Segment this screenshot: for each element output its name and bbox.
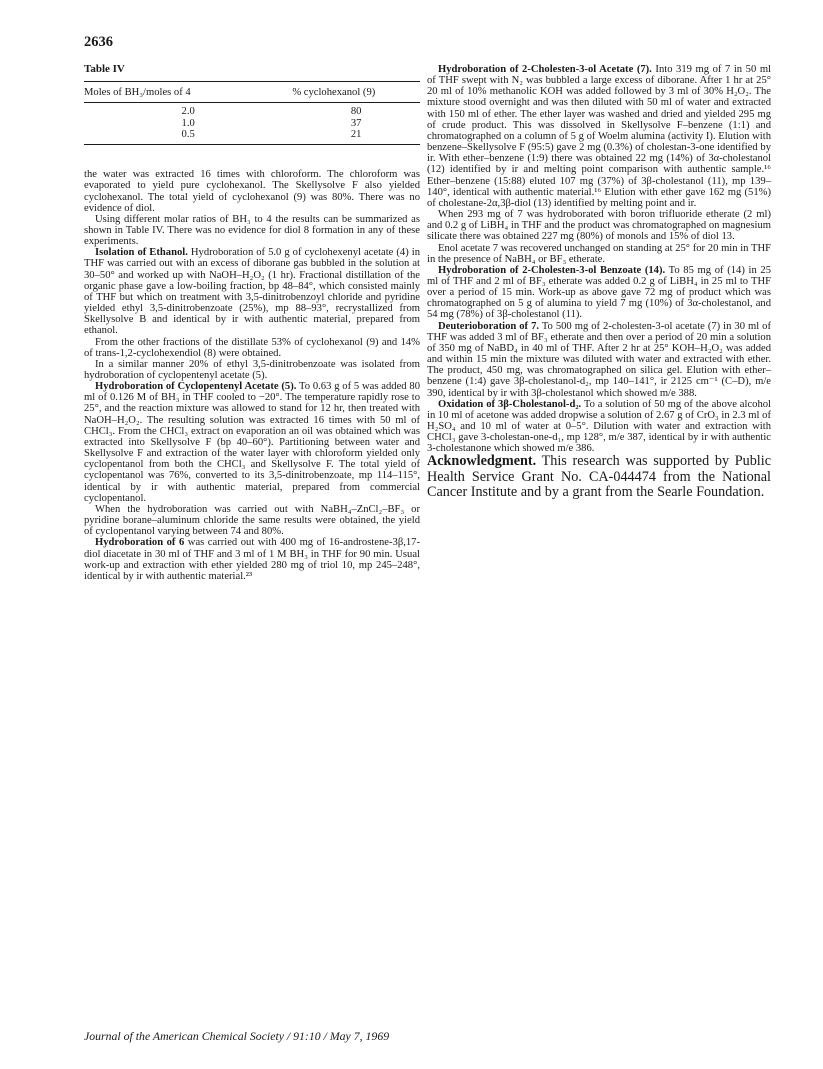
acknowledgment-text: This research was supported by Public Health Service Grant No. CA-044474 from the National Cancer Institute and by a grant from the Searle Foundation. [427, 453, 771, 501]
paragraph-text: To 500 mg of 2-cholesten-3-ol acetate (7) in 30 ml of THF was added 3 ml of BF₃ etherate and then over a period of 20 min a solution of 350 mg of NaBD₄ in 40 ml of THF. After 2 hr at 25° KOH–H₂O₂ was added and within 15 min the mixture was diluted with water and extracted with ether. The product, 450 mg, was chromatographed on silica gel. Elution with ether–benzene (1:4) gave 3β-cholestanol-d₂, mp 140–141°, ir 2125 cm⁻¹ (C–D), m/e 390, identical by ir with 3β-cholestanol which showed m/e 388. [427, 320, 771, 399]
table-cell-ratio: 0.5 [181, 128, 195, 140]
paragraph [84, 247, 420, 336]
paragraph [84, 504, 420, 537]
table-title: Table IV [84, 63, 125, 75]
paragraph-text: To a solution of 50 mg of the above alcohol in 10 ml of acetone was added dropwise a solution of 2.67 g of CrO₃ in 2.3 ml of H₂SO₄ and 10 ml of water at 0–5°. Dilution with water and extraction with CHCl₃ gave 3-cholestan-one-d₁, mp 128°, m/e 387, identical by ir with authentic 3-cholestanone which showed m/e 386. [427, 398, 771, 455]
column-header-yield: % cyclohexanol (9) [292, 87, 376, 99]
paragraph-text: the water was extracted 16 times with chloroform. The chloroform was evaporated to yield pure cyclohexanol. The Skellysolve F also yielded cyclohexanol. The total yield of cyclohexanol (9) was 80%. There was no evidence of diol. [84, 169, 420, 214]
paragraph [84, 359, 420, 381]
paragraph [427, 265, 771, 321]
paragraph-text: To 0.63 g of 5 was added 80 ml of 0.126 M of BH₃ in THF cooled to −20°. The temperature rapidly rose to 25°, and the reaction mixture was allowed to stand for 12 hr, then treated with NaOH–H₂O₂. The resulting solution was extracted 16 times with 50 ml of CHCl₃. From the CHCl₃ extract on evaporation an oil was obtained which was extracted into Skellysolve F (bp 40–60°). Partitioning between water and Skellysolve F and extraction of the water layer with chloroform yielded only cyclopentanol from both the CHCl₃ and Skellysolve F. The total yield of cyclopentanol was 76%, converted to its 3,5-dinitrobenzoate, mp 114–115°, identical by ir with authentic material, prepared from commercial cyclopentanol. [84, 381, 420, 504]
data-table [84, 82, 420, 140]
right-column [427, 64, 771, 500]
paragraph-text: Into 319 mg of 7 in 50 ml of THF swept with N₂ was bubbled a large excess of diborane. After 1 hr at 25° 20 ml of 10% methanolic KOH was added followed by 3 ml of 30% H₂O₂. The mixture stood overnight and was then diluted with 50 ml of water and extracted with 150 ml of ether. The ether layer was washed and dried and yielded 295 mg of crude product. This was dissolved in Skellysolve F–benzene (1:1) and chromatographed on a column of 5 g of Woelm alumina (activity I). Elution with benzene–Skellysolve F (95:5) gave 2 mg (0.3%) of cholestan-3-one identified by ir. With ether–benzene (1:9) there was obtained 22 mg (14%) of 3α-cholestanol (12) identified by ir and melting point comparison with authentic sample.¹⁶ Ether–benzene (15:88) eluted 107 mg (37%) of 3β-cholestanol (11), mp 139–140°, identical with authentic material.¹⁶ Elution with ether gave 162 mg (51%) of cholestane-2α,3β-diol (13) identified by melting point and ir. [427, 64, 771, 209]
paragraph-text: Enol acetate 7 was recovered unchanged on standing at 25° for 20 min in THF in the presence of NaBH₄ or BF₃ etherate. [427, 242, 771, 265]
paragraph-text: Hydroboration of 5.0 g of cyclohexenyl acetate (4) in THF was carried out with an excess of diborane gas bubbled in the solution at 30–50° and worked up with NaOH–H₂O₂ (1 hr). Fractional distillation of the organic phase gave a low-boiling fraction, bp 48–84°, which consisted mainly of THF but which on treatment with 3,5-dinitrobenzoyl chloride and pyridine yielded ethyl 3,5-dinitrobenzoate (25%), mp 88–93°, recrystallized from Skellysolve B and identical by ir with authentic material, prepared from ethanol. [84, 247, 420, 337]
journal-footer: Journal of the American Chemical Society / 91:10 / May 7, 1969 [84, 1029, 390, 1043]
paragraph-heading: Hydroboration of 6 [95, 537, 185, 549]
paragraph [84, 381, 420, 504]
paragraph [84, 337, 420, 359]
table-cell-ratio: 2.0 [181, 106, 195, 118]
paragraph-text: From the other fractions of the distillate 53% of cyclohexanol (9) and 14% of trans-1,2-cyclohexendiol (8) were obtained. [84, 336, 420, 359]
paragraph [427, 64, 771, 209]
table-cell-ratio: 1.0 [181, 117, 195, 129]
table-header-row [84, 82, 420, 102]
acknowledgment [427, 454, 771, 500]
page-number: 2636 [84, 34, 113, 50]
paragraph-text: When the hydroboration was carried out with NaBH₄–ZnCl₂–BF₃ or pyridine borane–aluminum chloride the same results were obtained, the yield of cyclopentanol varying between 74 and 80%. [84, 503, 420, 538]
paragraph-heading: Hydroboration of 2-Cholesten-3-ol Acetate (7). [438, 64, 652, 75]
paragraph-heading: Hydroboration of Cyclopentenyl Acetate (5). [95, 381, 297, 393]
paragraph-text: In a similar manner 20% of ethyl 3,5-dinitrobenzoate was isolated from hydroboration of cyclopentenyl acetate (5). [84, 358, 420, 382]
table-row [84, 129, 420, 140]
paragraph [84, 169, 420, 214]
paragraph [427, 399, 771, 455]
paragraph-text: To 85 mg of (14) in 25 ml of THF and 2 ml of BF₃ etherate was added 0.2 g of LiBH₄ in 25 ml to THF over a period of 15 min. Work-up as above gave 72 mg of product which was chromatographed on 5 g of alumina to yield 7 mg (10%) of 3α-cholestanol, and 54 mg (78%) of 3β-cholestanol (11). [427, 264, 771, 321]
table-cell-yield: 37 [350, 117, 362, 129]
table-bottom-rule [84, 144, 420, 145]
paragraph-heading: Deuterioboration of 7. [438, 320, 540, 332]
table-row [84, 118, 420, 129]
paragraph [427, 321, 771, 399]
paragraph-heading: Isolation of Ethanol. [95, 247, 188, 259]
paragraph-heading: Oxidation of 3β-Cholestanol-d₂. [438, 398, 582, 410]
paragraph-text: Using different molar ratios of BH₃ to 4 the results can be summarized as shown in Table IV. There was no evidence for diol 8 formation in any of these experiments. [84, 213, 420, 248]
paragraph [84, 214, 420, 247]
paragraph-heading: Hydroboration of 2-Cholesten-3-ol Benzoate (14). [438, 264, 666, 276]
acknowledgment-heading: Acknowledgment. [427, 453, 537, 470]
paragraph [427, 243, 771, 265]
table-header-rule [84, 102, 420, 103]
table-cell-yield: 21 [350, 128, 362, 140]
table-row [84, 106, 420, 117]
paragraph [427, 209, 771, 242]
column-header-ratio: Moles of BH₃/moles of 4 [84, 87, 191, 99]
table-cell-yield: 80 [350, 106, 362, 118]
left-column [84, 64, 420, 582]
paragraph-text: was carried out with 400 mg of 16-androstene-3β,17-diol diacetate in 30 ml of THF and 3 ml of 1 M BH₃ in THF for 90 min. Usual work-up and extraction with ether yielded 280 mg of triol 10, mp 245–248°, identical by ir with authentic material.²³ [84, 537, 420, 582]
paragraph-text: When 293 mg of 7 was hydroborated with boron trifluoride etherate (2 ml) and 0.2 g of LiBH₄ in THF and the product was chromatographed on magnesium silicate there was obtained 227 mg (80%) of monols and 15% of diol 13. [427, 209, 771, 243]
left-body [84, 169, 420, 582]
paragraph [84, 537, 420, 582]
